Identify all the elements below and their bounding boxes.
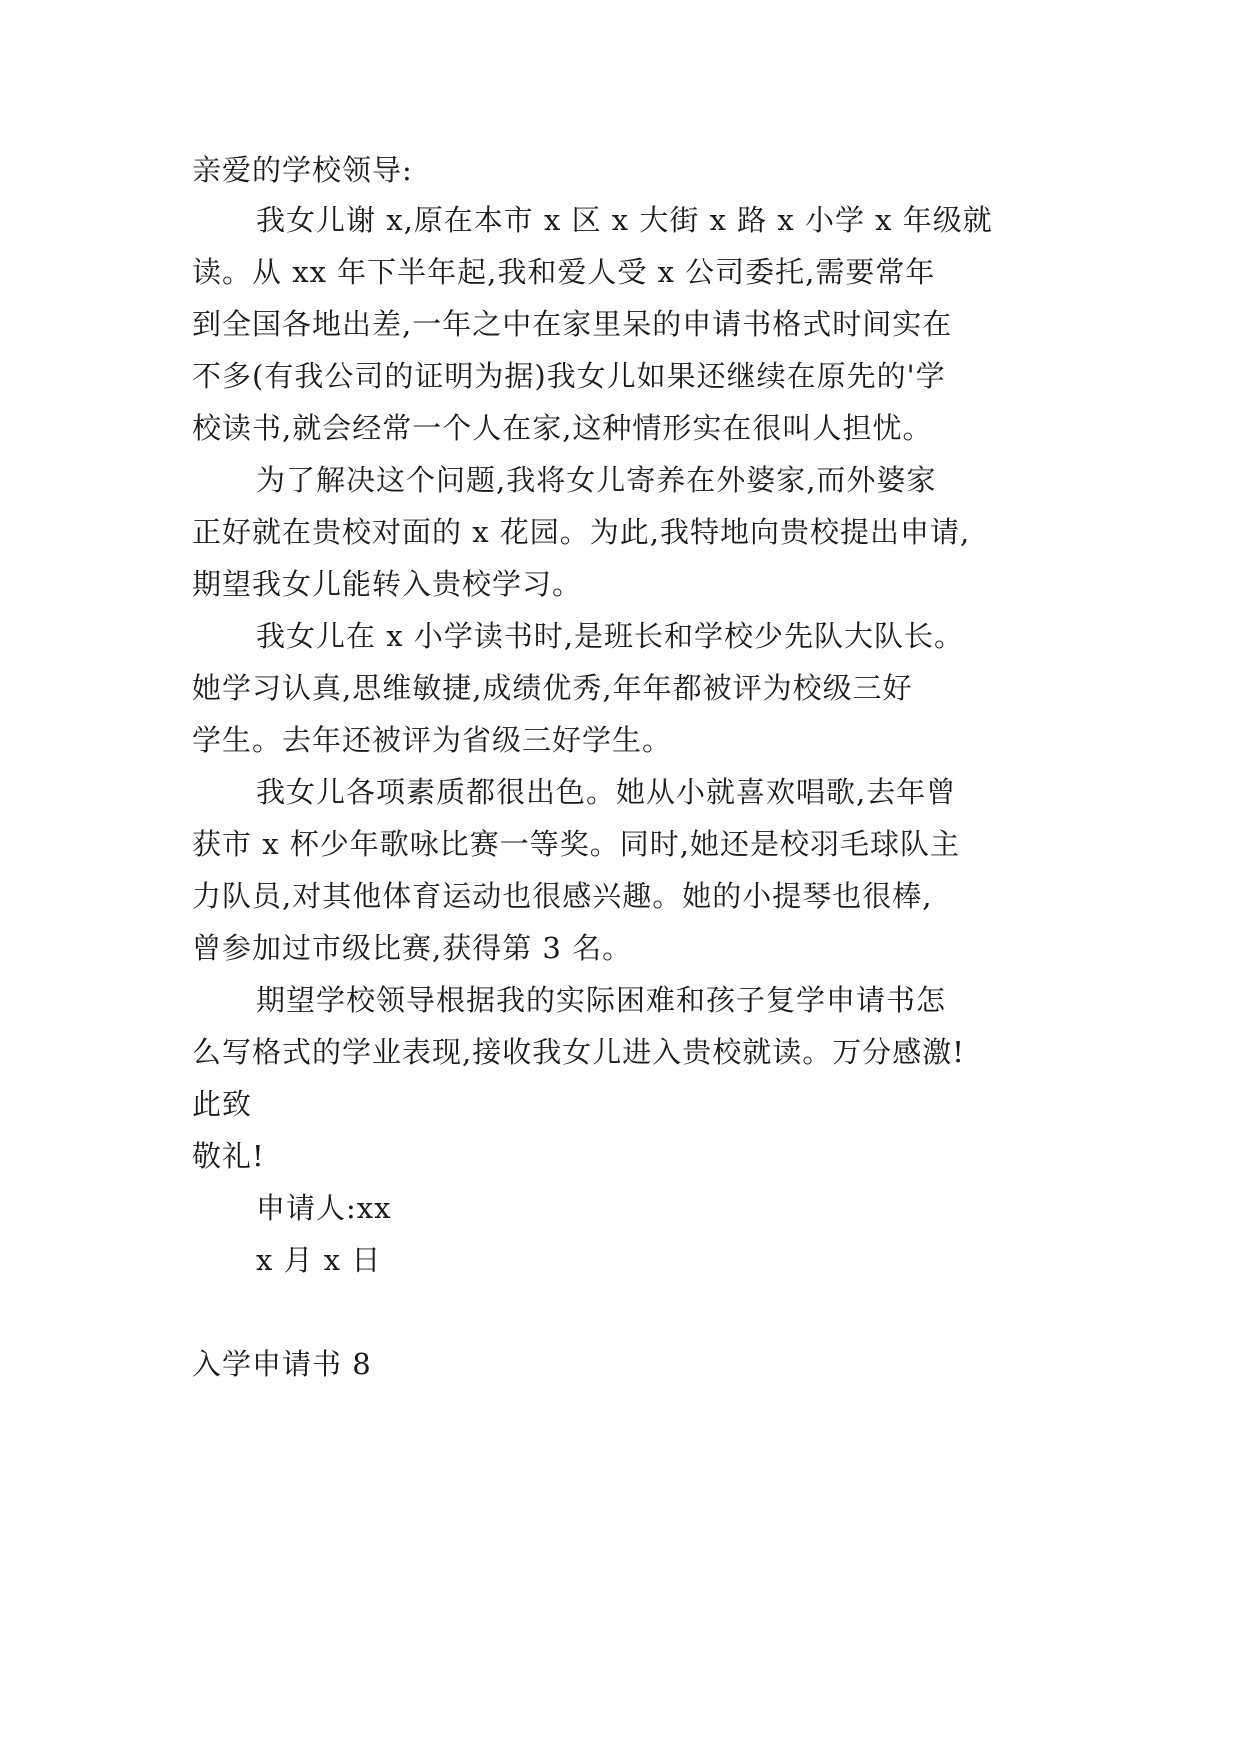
paragraph-4-line-1: 我女儿各项素质都很出色。她从小就喜欢唱歌,去年曾 [256,775,957,809]
salutation: 亲爱的学校领导: [192,153,413,187]
paragraph-3-line-3: 学生。去年还被评为省级三好学生。 [192,723,673,757]
paragraph-1-line-1: 我女儿谢 x,原在本市 x 区 x 大街 x 路 x 小学 x 年级就 [256,203,993,237]
applicant-signature: 申请人:xx [256,1191,392,1225]
next-section-title: 入学申请书 8 [192,1347,372,1381]
paragraph-3-line-1: 我女儿在 x 小学读书时,是班长和学校少先队大队长。 [256,619,965,653]
letter-date: x 月 x 日 [256,1243,382,1277]
paragraph-3-line-2: 她学习认真,思维敏捷,成绩优秀,年年都被评为校级三好 [192,671,913,705]
closing-jing-li: 敬礼! [192,1139,265,1173]
paragraph-2-line-3: 期望我女儿能转入贵校学习。 [192,567,583,601]
paragraph-1-line-5: 校读书,就会经常一个人在家,这种情形实在很叫人担忧。 [192,411,933,445]
paragraph-2-line-2: 正好就在贵校对面的 x 花园。为此,我特地向贵校提出申请, [192,515,971,549]
paragraph-1-line-2: 读。从 xx 年下半年起,我和爱人受 x 公司委托,需要常年 [192,255,936,289]
paragraph-4-line-2: 获市 x 杯少年歌咏比赛一等奖。同时,她还是校羽毛球队主 [192,827,961,861]
closing-ci-zhi: 此致 [192,1087,253,1121]
paragraph-1-line-3: 到全国各地出差,一年之中在家里呆的申请书格式时间实在 [192,307,953,341]
paragraph-4-line-4: 曾参加过市级比赛,获得第 3 名。 [192,931,633,965]
paragraph-5-line-2: 么写格式的学业表现,接收我女儿进入贵校就读。万分感激! [192,1035,965,1069]
paragraph-2-line-1: 为了解决这个问题,我将女儿寄养在外婆家,而外婆家 [256,463,937,497]
paragraph-5-line-1: 期望学校领导根据我的实际困难和孩子复学申请书怎 [256,983,947,1017]
paragraph-1-line-4: 不多(有我公司的证明为据)我女儿如果还继续在原先的'学 [192,359,946,393]
paragraph-4-line-3: 力队员,对其他体育运动也很感兴趣。她的小提琴也很棒, [192,879,933,913]
